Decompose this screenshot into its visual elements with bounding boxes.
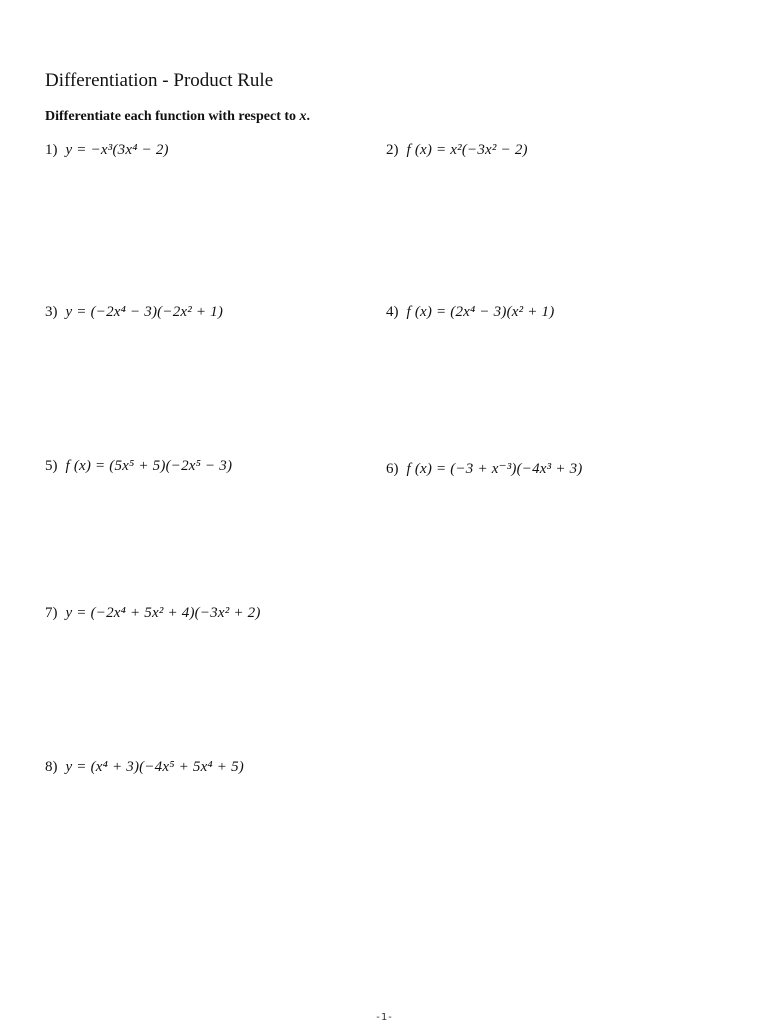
problem-expression: f (x) = (−3 + x⁻³)(−4x³ + 3) bbox=[406, 461, 583, 477]
worksheet-title: Differentiation - Product Rule bbox=[45, 70, 274, 91]
problem-number: 8) bbox=[45, 759, 58, 775]
problem-4 bbox=[386, 302, 554, 322]
problem-number: 1) bbox=[45, 142, 58, 158]
instructions-text: Differentiate each function with respect to bbox=[45, 109, 300, 124]
problem-expression: y = (−2x⁴ + 5x² + 4)(−3x² + 2) bbox=[65, 605, 261, 621]
problem-number: 6) bbox=[386, 461, 399, 477]
problem-7 bbox=[45, 603, 261, 623]
problem-5 bbox=[45, 456, 232, 476]
problem-number: 7) bbox=[45, 605, 58, 621]
problem-expression: f (x) = (5x⁵ + 5)(−2x⁵ − 3) bbox=[65, 458, 233, 474]
problem-expression: f (x) = (2x⁴ − 3)(x² + 1) bbox=[406, 304, 555, 320]
instructions bbox=[45, 108, 310, 126]
instructions-variable: x bbox=[299, 109, 307, 124]
problem-1 bbox=[45, 140, 169, 160]
problem-number: 4) bbox=[386, 304, 399, 320]
problem-3 bbox=[45, 302, 223, 322]
problem-6 bbox=[386, 459, 582, 479]
problem-number: 2) bbox=[386, 142, 399, 158]
instructions-end: . bbox=[306, 109, 311, 124]
problem-expression: y = −x³(3x⁴ − 2) bbox=[65, 142, 169, 158]
problem-8 bbox=[45, 757, 244, 777]
page-number: -1- bbox=[374, 1012, 394, 1023]
problem-number: 3) bbox=[45, 304, 58, 320]
problem-expression: y = (x⁴ + 3)(−4x⁵ + 5x⁴ + 5) bbox=[65, 759, 244, 775]
problem-expression: f (x) = x²(−3x² − 2) bbox=[406, 142, 528, 158]
problem-number: 5) bbox=[45, 458, 58, 474]
problem-expression: y = (−2x⁴ − 3)(−2x² + 1) bbox=[65, 304, 224, 320]
problem-2 bbox=[386, 140, 528, 160]
